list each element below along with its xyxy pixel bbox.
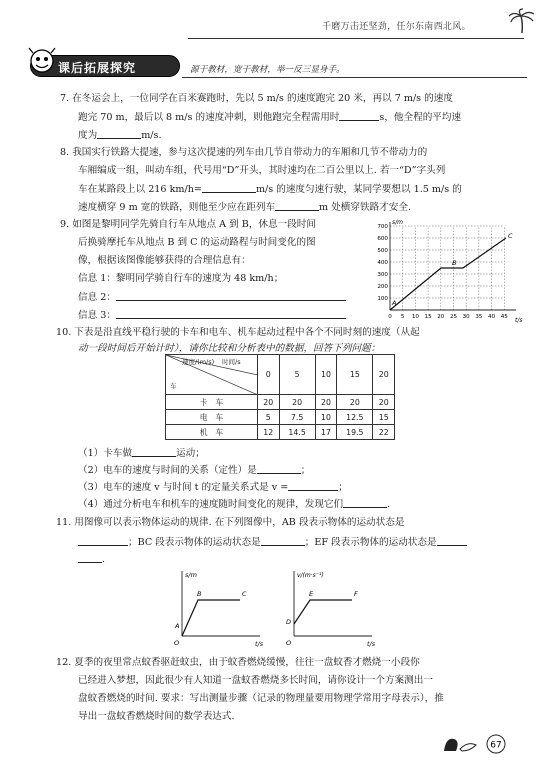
table-cell: 14.5: [279, 425, 315, 440]
table-row: [166, 395, 395, 410]
q11-graph-1: [170, 566, 270, 648]
q9-info-2-blank[interactable]: [116, 290, 346, 301]
q9-distance-time-chart: [368, 218, 528, 328]
graph-1-ylabel: s/m: [185, 571, 197, 579]
palm-tree-icon: [508, 8, 536, 34]
table-cell: 20: [258, 395, 280, 410]
q10-sub-3-tail: ；: [338, 482, 348, 493]
table-row: [166, 410, 395, 425]
graph-2-point-e: E: [309, 590, 314, 598]
y-tick-label: 100: [377, 296, 388, 302]
q11-ef-blank-cont[interactable]: [78, 552, 102, 563]
page-number: 67: [490, 740, 502, 751]
time-header: 20: [373, 355, 395, 395]
q9-info-1: 信息 1：黎明同学骑自行车的速度为 48 km/h；: [78, 273, 284, 284]
x-tick-label: 20: [437, 314, 445, 320]
graph-2-ylabel: v/(m·s⁻¹): [297, 572, 324, 579]
q9-line-1: 9. 如图是黎明同学先骑自行车从地点 A 到 B，休息一段时间: [60, 219, 316, 230]
q9-info-2: [78, 290, 346, 304]
table-cell: 20: [315, 395, 337, 410]
page-number-badge: [440, 733, 510, 755]
q12-line-4: 导出一盘蚊香燃烧时间的数学表达式.: [78, 711, 235, 722]
table-cell: 5: [258, 410, 280, 425]
q10-sub-2-tail: ；: [300, 465, 311, 476]
table-cell: 20: [279, 395, 315, 410]
y-tick-label: 200: [377, 284, 388, 290]
table-cell: 17: [315, 425, 337, 440]
table-cell: 12: [258, 425, 280, 440]
time-header: 10: [315, 355, 337, 395]
x-tick-label: 15: [424, 314, 432, 320]
corner-speed-label: 速度/(m/s): [182, 358, 215, 366]
q7-text-a: 跑完 70 m，最后以 8 m/s 的速度冲刺，则他跑完全程需用时: [78, 112, 340, 123]
q8-line-1: 8. 我国实行铁路大提速，参与这次提速的列车由几节自带动力的车厢和几节不带动力的: [60, 147, 428, 158]
q9-info-3-blank[interactable]: [116, 308, 346, 319]
q11-line-1: 11. 用图像可以表示物体运动的规律. 在下列图像中，AB 段表示物体的运动状态是: [56, 517, 405, 528]
banner-slogan: 源于教材，宽于教材，举一反三显身手。: [190, 65, 345, 75]
banner-title: 课后拓展探究: [58, 61, 137, 75]
q11-text-b: ；EF 段表示物体的运动状态是: [304, 537, 437, 548]
q10-sub-4-blank[interactable]: [343, 497, 387, 508]
q11-text-a: ；BC 段表示物体的运动状态是: [128, 537, 261, 548]
q10-sub-2: [78, 463, 310, 477]
graph-2-xlabel: t/s: [367, 640, 376, 648]
q10-line-1: 10. 下表是沿直线平稳行驶的卡车和电车、机车起动过程中各个不同时刻的速度（从起: [56, 327, 420, 338]
x-tick-label: 40: [488, 314, 496, 320]
q8-text-d: m 处横穿铁路才安全.: [319, 202, 411, 213]
header-motto: 千磨万击还坚劲，任尔东南西北风。: [322, 22, 471, 32]
table-corner-cell: [166, 355, 258, 395]
q11-line-3: [78, 552, 105, 566]
q12-line-1: 12. 夏季的夜里常点蚊香驱赶蚊虫，由于蚊香燃烧缓慢，往往一盘蚊香才燃烧一小段你: [56, 657, 420, 668]
q10-sub-1-tail: 运动；: [176, 448, 205, 459]
graph-1-xlabel: t/s: [255, 640, 264, 648]
table-header-row: [166, 355, 395, 395]
q10-sub-1-text: （1）卡车做: [78, 448, 133, 459]
q7-speed-blank[interactable]: [97, 128, 141, 139]
graph-1-point-a: A: [175, 622, 180, 630]
table-cell: 15: [373, 410, 395, 425]
table-cell: 20: [373, 395, 395, 410]
q11-bc-blank[interactable]: [261, 535, 305, 546]
q9-info-3-label: 信息 3：: [78, 310, 116, 321]
y-tick-label: 600: [377, 236, 388, 242]
graph-1-point-b: B: [197, 590, 202, 598]
q10-sub-3-blank[interactable]: [288, 480, 338, 491]
corner-time-label: 时间/s: [222, 358, 241, 366]
banner-rule: [182, 77, 527, 78]
speed-data-table: [165, 354, 395, 440]
q11-line-3-tail: .: [102, 554, 106, 565]
q11-line-2: [78, 535, 467, 549]
q9-line-2: 后换骑摩托车从地点 B 到 C 的运动路程与时间变化的图: [78, 237, 316, 248]
q9-info-3: [78, 308, 346, 322]
graph-2-point-f: F: [354, 590, 358, 598]
q10-sub-1-blank[interactable]: [132, 446, 176, 457]
q11-graph-2: [282, 566, 382, 648]
q8-distance-blank[interactable]: [275, 200, 319, 211]
q8-speed-blank[interactable]: [202, 182, 256, 193]
graph-1-origin: O: [174, 639, 180, 647]
table-cell: 22: [373, 425, 395, 440]
time-header: 5: [279, 355, 315, 395]
q8-text-a: 车在某路段上以 216 km/h=: [78, 184, 202, 195]
y-tick-label: 300: [377, 272, 388, 278]
point-a-label: A: [392, 299, 397, 307]
q10-sub-1: [78, 446, 205, 460]
x-tick-label: 25: [449, 314, 458, 320]
table-cell: 12.5: [337, 410, 373, 425]
chart-xlabel: t/s: [515, 317, 523, 324]
q8-text-c: 速度横穿 9 m 宽的铁路，则他至少应在距列车: [78, 202, 276, 213]
x-tick-label: 45: [500, 314, 508, 320]
row-label: 机 车: [166, 425, 258, 440]
q9-line-3: 像，根据该图像能够获得的合理信息有：: [78, 255, 251, 266]
table-row: [166, 425, 395, 440]
graph-1-point-c: C: [242, 590, 247, 598]
y-tick-label: 400: [377, 260, 388, 266]
q10-sub-2-blank[interactable]: [257, 463, 301, 474]
x-tick-label: 30: [462, 314, 470, 320]
q7-text-d: m/s.: [141, 130, 162, 141]
graph-2-origin: O: [286, 639, 292, 647]
q10-sub-4-text: （4）通过分析电车和机车的速度随时间变化的规律，发现它们: [78, 499, 344, 510]
q10-sub-3: [78, 480, 348, 494]
chart-ylabel: s/m: [392, 219, 403, 226]
row-label: 卡 车: [166, 395, 258, 410]
x-tick-label: 10: [411, 314, 419, 320]
y-tick-label: 700: [377, 224, 388, 230]
q8-line-2: 车厢编成一组，叫动车组，代号用“D”开头，其时速均在二百公里以上. 若一“D”字头列: [78, 165, 446, 176]
fish-icon: [460, 744, 476, 751]
corner-vehicle-label: 车: [170, 382, 177, 390]
x-tick-label: 35: [475, 314, 483, 320]
x-tick-label: 0: [388, 314, 392, 320]
mascot-icon: [25, 46, 59, 80]
table-cell: 19.5: [337, 425, 373, 440]
q8-text-b: m/s 的速度匀速行驶，某同学要想以 1.5 m/s 的: [255, 184, 462, 195]
q7-text-b: s，他全程的平均速: [379, 112, 462, 123]
time-header: 15: [337, 355, 373, 395]
table-cell: 20: [337, 395, 373, 410]
table-cell: 7.5: [279, 410, 315, 425]
point-c-label: C: [508, 232, 513, 240]
graph-2-point-d: D: [286, 618, 292, 626]
q7-time-blank[interactable]: [339, 110, 379, 121]
q8-line-4: [78, 200, 411, 214]
y-tick-label: 500: [377, 248, 388, 254]
q10-sub-3-text: （3）电车的速度 v 与时间 t 的定量关系式是 v =: [78, 482, 289, 493]
q7-text-c: 度为: [78, 130, 98, 141]
q8-line-3: [78, 182, 462, 196]
row-label: 电 车: [166, 410, 258, 425]
graph-1-path: [182, 600, 240, 636]
x-tick-label: 5: [400, 314, 405, 320]
table-cell: 10: [315, 410, 337, 425]
time-header: 0: [258, 355, 280, 395]
q7-line-1: 7. 在冬运会上，一位同学在百米赛跑时，先以 5 m/s 的速度跑完 20 米，再以 7 m/s 的速度: [60, 93, 453, 104]
q12-line-3: 盘蚊香燃烧的时间. 要求：写出测量步骤（记录的物理量要用物理学常用字母表示），推: [78, 693, 444, 704]
q11-ef-blank[interactable]: [437, 535, 467, 546]
q10-line-2: 动一段时间后开始计时），请你比较和分析表中的数据，回答下列问题：: [78, 343, 381, 354]
q12-line-2: 已经进入梦想，因此很少有人知道一盘蚊香燃烧多长时间，请你设计一个方案测出一: [78, 675, 433, 686]
header-rule: [188, 38, 524, 39]
graph-2-path: [294, 600, 352, 624]
q11-ab-blank[interactable]: [78, 535, 128, 546]
q7-line-2: [78, 110, 461, 124]
q10-sub-4: [78, 497, 390, 511]
point-b-label: B: [452, 259, 457, 267]
q9-info-2-label: 信息 2：: [78, 292, 116, 303]
shell-icon: [444, 739, 458, 751]
q7-line-3: [78, 128, 162, 142]
q10-sub-2-text: （2）电车的速度与时间的关系（定性）是: [78, 465, 257, 476]
q10-sub-4-tail: .: [387, 499, 391, 510]
